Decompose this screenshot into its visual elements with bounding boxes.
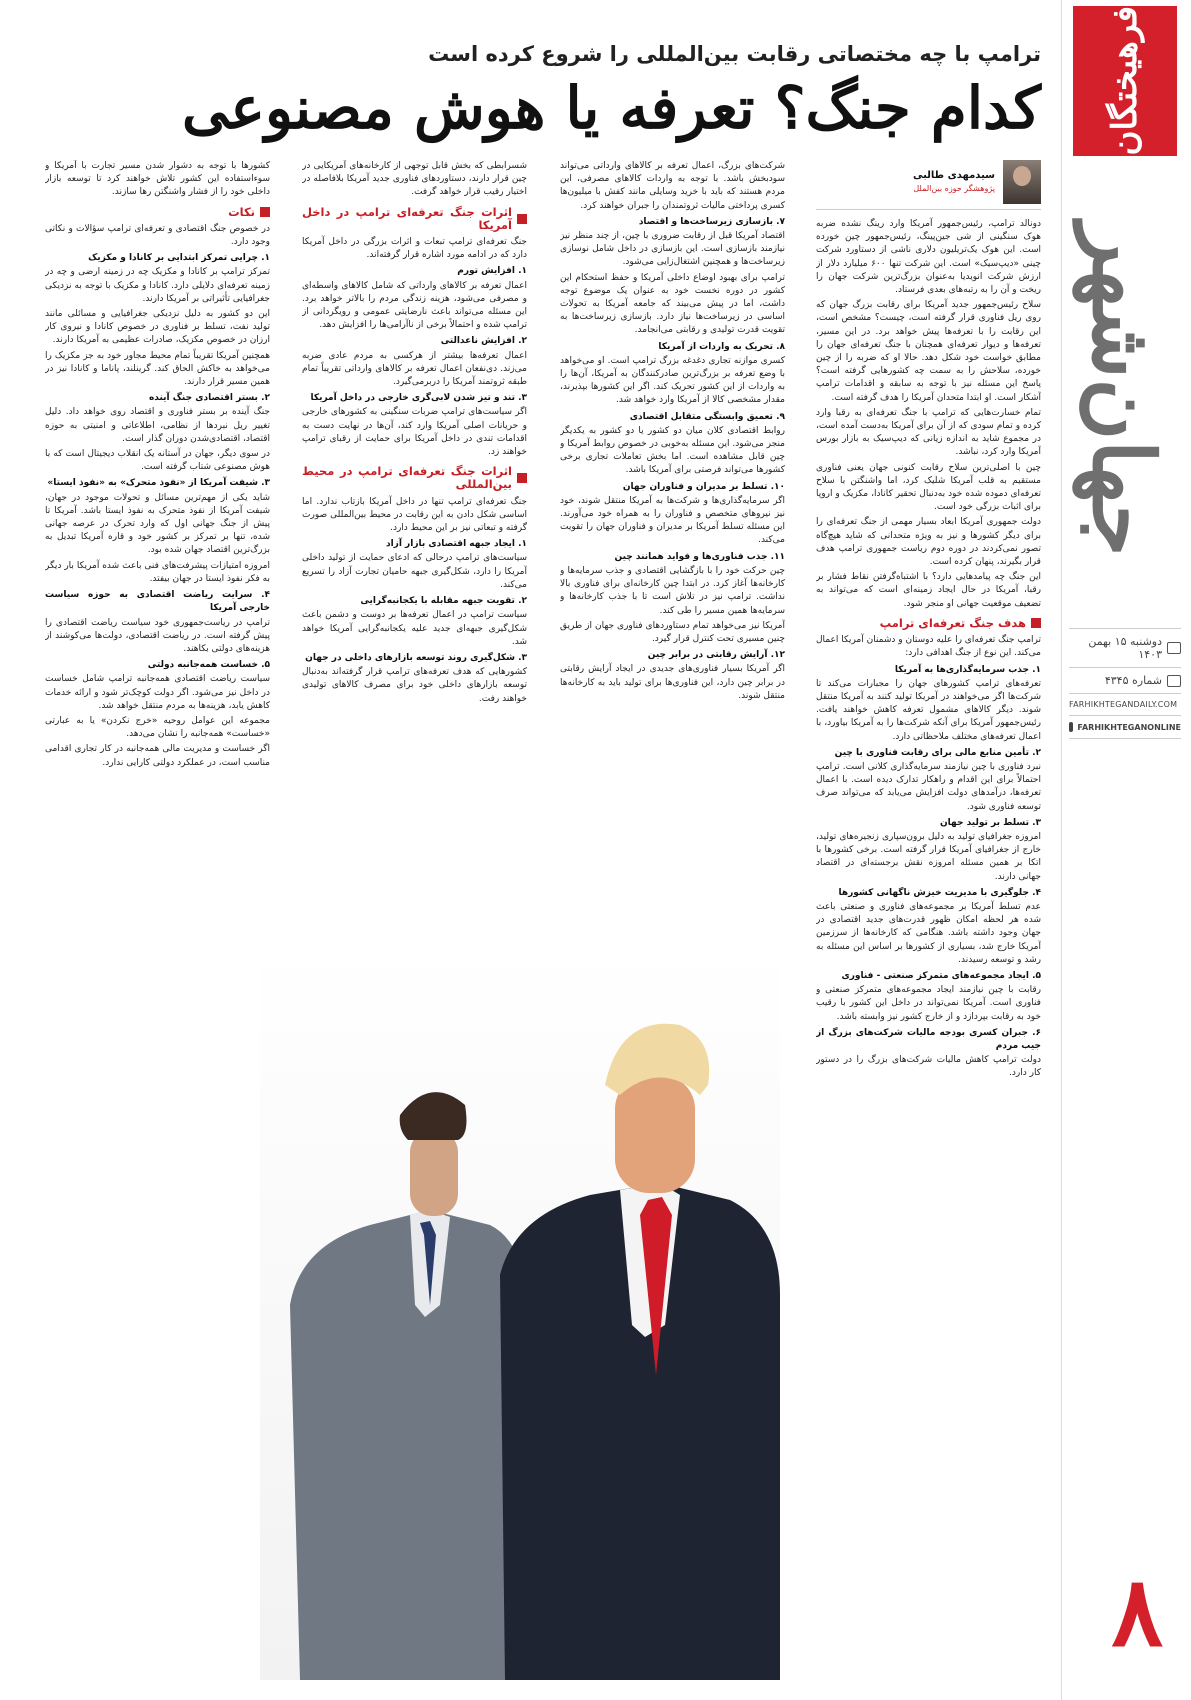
section-heading: هدف جنگ تعرفه‌ای ترامپ [816,617,1041,630]
article-kicker: ترامپ با چه مختصاتی رقابت بین‌المللی را شروع کرده است [428,42,1041,66]
subheading: ۵. ایجاد مجموعه‌های متمرکز صنعتی - فناوری [841,970,1041,981]
subheading: ۳. شیفت آمریکا از «نفوذ متحرک» به «نفوذ ایستا» [47,478,270,489]
subheading: ۱. افزایش تورم [457,266,527,277]
issue-number-row [1069,667,1181,693]
subheading: ۴. سرایت ریاضت اقتصادی به حوزه سیاست خارجی آمریکا [45,590,270,614]
paragraph: جنگ تعرفه‌ای ترامپ تنها در داخل آمریکا بازتاب ندارد. اما اساسی شکل دادن به این رقابت در محیط بین‌المللی صورت گرفته و تبعاتی نیز بر این محیط دارد. [302,496,527,534]
paragraph: کشورهایی که هدف تعرفه‌های ترامپ قرار گرفته‌اند به‌دنبال توسعه بازارهای داخلی خود برای مصرف کالاهای تولیدی خواهند رفت. [302,667,527,704]
subheading: ۸. تحریک به واردات از آمریکا [658,341,785,352]
paragraph: مجموعه این عوامل روحیه «خرج نکردن» یا به عبارتی «خساست» همه‌جانبه را نشان می‌دهد. [45,715,270,740]
paragraph: سیاست ترامپ در اعمال تعرفه‌ها بر دوست و دشمن باعث شکل‌گیری جبهه‌ای جدید علیه یکجانبه‌گرایی آمریکا خواهد شد. [302,610,527,647]
paragraph: چین با اصلی‌ترین سلاح رقابت کنونی جهان یعنی فناوری مستقیم به قلب آمریکا شلیک کرد، اما واشنگتن با سلاح تعرفه‌ای دموده شده خود به‌دنبال تحقیر کانادا، مکزیک و اروپا برای اثبات بزرگی خود است. [816,462,1041,513]
newspaper-logo[interactable] [1073,6,1177,156]
paragraph: دونالد ترامپ، رئیس‌جمهور آمریکا وارد رینگ نشده ضربه هوک سنگینی از شی جین‌پینگ، رئیس‌جمهور چین خورده است. این هوک یک‌تریلیون دلاری ناشی از دستاورد شرکت چینی «دیپ‌سیک» است. این شرکت تنها ۶۰۰ میلیارد دلار از ارزش شرکت انویدیا به‌عنوان بزرگ‌ترین شرکت جهان را ریخت و آن را به رتبه‌های بعدی فرستاد. [816,219,1041,296]
social-handle[interactable] [1069,715,1181,739]
paragraph: در سوی دیگر، جهان در آستانه یک انقلاب دیجیتال است که با هوش مصنوعی شتاب گرفته است. [45,449,270,473]
paragraph: در خصوص جنگ اقتصادی و تعرفه‌ای ترامپ سؤالات و نکاتی وجود دارد. [45,223,270,248]
paragraph: ترامپ در ریاست‌جمهوری خود سیاست ریاضت اقتصادی را پیش گرفته است. در ریاضت اقتصادی، دولت‌ها می‌کوشند از هزینه‌های دولتی بکاهند. [45,617,270,654]
paragraph: اگر آمریکا بسیار فناوری‌های جدیدی در ایجاد آرایش رقابتی در برابر چین دارد، این فناوری‌ها برای تولید باید به کارخانه‌ها منتقل شوند. [560,664,785,701]
paragraph: شسرابطی که بخش قابل توجهی از کارخانه‌های آمریکایی در چین قرار دارند، دستاوردهای فناوری جدید آمریکا بلافاصله در اختیار رقیب قرار خواهد گرفت. [302,161,527,198]
column-1 [816,160,1041,1670]
paragraph: دولت ترامپ کاهش مالیات شرکت‌های بزرگ را در دستور کار دارد. [816,1055,1041,1079]
paragraph: شاید یکی از مهم‌ترین مسائل و تحولات موجود در جهان، شیفت آمریکا از نفوذ متحرک به نفوذ ایستا باشد. آمریکا تا پیش از جنگ جهانی اول که وارد تحرک در عرصه جهانی شده، تنها بر تمرکز بر کشور خود و قاره آمریکا تبدیل به بزرگ‌ترین اقتصاد جهان شده بود. [45,492,270,556]
subheading: ۱۱. جذب فناوری‌ها و فواید همانند چین [614,551,785,562]
paragraph: همچنین آمریکا تقریباً تمام محیط مجاور خود به جز مکزیک را می‌خواهد به خاکش الحاق کند. گرینلند، پاناما و کانادا نیز در همین مسیر قرار دارند. [45,350,270,388]
paragraph: این جنگ چه پیامدهایی دارد؟ با اشتباه‌گرفتن نقاط فشار بر رقبا، آمریکا در حال ایجاد زمینه‌ای است که می‌تواند به تضعیف موقعیت جهانی او منجر شود. [816,572,1041,609]
paragraph: سیاست‌های ترامپ درحالی که ادعای حمایت از تولید داخلی آمریکا را دارد، شکل‌گیری جبهه حامیان تجارت آزاد را تسریع می‌کند. [302,553,527,590]
section-heading: اثرات جنگ تعرفه‌ای ترامپ در محیط بین‌المللی [302,465,527,491]
paragraph: اگر خساست و مدیریت مالی همه‌جانبه در کار تجاری اقدامی مناسب است، در عملکرد دولتی کارایی ندارد. [45,744,270,768]
paragraph: آمریکا نیز می‌خواهد تمام دستاوردهای فناوری جهان از طریق چنین مسیری تحت کنترل قرار گیرد. [560,620,785,644]
subheading: ۱۲. آرایش رقابتی در برابر چین [647,650,785,661]
paragraph: کسری موازنه تجاری دغدغه بزرگ ترامپ است. او می‌خواهد با وضع تعرفه بر بزرگ‌ترین صادرکنندگان به آمریکا، آن‌ها را به واردات از این کشور تحریک کند. اگر این کشورها بپذیرند، مقدار مشخصی کالا از آمریکا وارد خواهد شد. [560,355,785,406]
paragraph: دولت جمهوری آمریکا ابعاد بسیار مهمی از جنگ تعرفه‌ای را برای دیگر کشورها و نیز به ویژه متحدانی که شاید هیچ‌گاه تصور نمی‌کردند در دوره دوم ریاست جمهوری ترامپ هدف قرار بگیرند، پنهان کرده است. [816,517,1041,568]
subheading: ۲. تأمین منابع مالی برای رقابت فناوری با چین [834,747,1041,758]
subheading: ۱. ایجاد جبهه اقتصادی بازار آزاد [385,539,527,550]
section-title-text: جهان‌شهر [1074,223,1173,557]
author-byline [816,160,1041,210]
article-photo [260,945,780,1680]
paragraph: جنگ آینده بر بستر فناوری و اقتصاد روی خواهد داد. دلیل تغییر ریل نبردها از نظامی، اطلاعاتی و امنیتی به حوزه اقتصاد، اقتصادی‌شدن دوران گذار است. [45,407,270,444]
issue-date-row [1069,628,1181,667]
subheading: ۶. جبران کسری بودجه مالیات شرکت‌های بزرگ از جیب مردم [816,1027,1041,1051]
author-photo [1003,160,1041,204]
paragraph: ترامپ برای بهبود اوضاع داخلی آمریکا و حفظ استحکام این کشور در دوره نخست خود به عنوان یک موضوع توجه داشت، اما در پیش می‌بیند که جامعه آمریکا به تحولات اساسی در زیرساخت‌ها نیاز دارد. بازسازی زیرساخت‌ها به تقویت قدرت تولیدی و رقابتی می‌انجامد. [560,272,785,336]
section-title [1073,180,1173,600]
paragraph: اگر سیاست‌های ترامپ ضربات سنگینی به کشورهای خارجی و حریانات اصلی آمریکا وارد کند، آن‌ها در نهایت دست به اقدامات تندی در داخل آمریکا برای حمایت از رقبای ترامپ خواهند زد. [302,407,527,458]
subheading: ۲. بستر اقتصادی جنگ آینده [148,393,270,404]
calendar-icon [1167,642,1181,654]
paragraph: سلاح رئیس‌جمهور جدید آمریکا برای رقابت بزرگ جهان که روی ریل فناوری قرار گرفته است، چیست؟ مشخص است، این رقابت را با تعرفه‌ها پیش خواهد برد. در این مسیر، تعرفه‌ها و دیوار تعرفه‌ای همچنان با جنگ تعرفه‌ای جهان را مطابق خواست خود شکل دهد. حالا او که ضربه را از چین خورده، سلاحش را به سمت چه کشورهایی گرفته است؟ پاسخ این مسئله نیز با توجه به سابقه و اقدامات ترامپ آشکار است. او ابتدا متحدان آمریکا را هدف گرفته است. [816,300,1041,403]
subheading: ۳. تسلط بر تولید جهان [939,817,1041,828]
column-4 [45,160,270,1670]
paragraph: کشورها با توجه به دشوار شدن مسیر تجارت با آمریکا و سوءاستفاده این کشور تلاش خواهند کرد تا توسعه بازار داخلی خود را از فشار واشنگتن رها سازند. [45,161,270,198]
paragraph: تمرکز ترامپ بر کانادا و مکزیک چه در زمینه ارضی و چه در زمینه تعرفه‌ای دلایلی دارد. کانادا و مکزیک با توجه به نزدیکی جغرافیایی تأثیراتی بر آمریکا دارند. [45,267,270,304]
subheading: ۱۰. تسلط بر مدیران و فناوران جهان [622,481,785,492]
paragraph: جنگ تعرفه‌ای ترامپ تبعات و اثرات بزرگی در داخل آمریکا دارد که در ادامه مورد اشاره قرار گرفته‌اند. [302,237,527,261]
section-heading: اثرات جنگ تعرفه‌ای ترامپ در داخل آمریکا [302,206,527,232]
paragraph: امروزه امتیازات پیشرفت‌های فنی باعث شده آمریکا بار دیگر به فکر نفوذ ایستا در جهان بیفتد. [45,560,270,584]
issue-number: شماره ۴۳۴۵ [1104,674,1162,687]
website-link[interactable]: FARHIKHTEGANDAILY.COM [1069,693,1181,715]
subheading: ۱. چرایی تمرکز ابتدایی بر کانادا و مکزیک [88,253,270,264]
paragraph: عدم تسلط آمریکا بر مجموعه‌های فناوری و صنعتی باعث شده هر لحظه امکان ظهور قدرت‌های جدید اقتصادی در جهان وجود داشته باشد. هنگامی که کارخانه‌ها از سرزمین آمریکا خارج شد، بسیاری از کشورها بر اساس این مسئله به رشد و توسعه رسیدند. [816,901,1041,965]
photo-illustration [260,945,780,1680]
side-band [1061,0,1191,1700]
paragraph: امروزه جغرافیای تولید به دلیل برون‌سپاری زنجیره‌های تولید، خارج از جغرافیای آمریکا قرار گرفته است. برخی کشورها با اتکا بر همین مسئله امروزه نقش برجسته‌ای در اقتصاد جهانی دارند. [816,831,1041,882]
paragraph: اگر سرمایه‌گذاری‌ها و شرکت‌ها به آمریکا منتقل شوند، خود نیز نیروهای متخصص و فناوران را به همراه خود می‌آورند. این مسئله تسلط آمریکا بر مدیران و فناوران جهان را تقویت می‌کند. [560,495,785,546]
subheading: ۳. تند و تیز شدن لابی‌گری خارجی در داخل آمریکا [310,393,527,404]
paragraph: ترامپ جنگ تعرفه‌ای را علیه دوستان و دشمنان آمریکا اعمال می‌کند. این نوع از جنگ اهدافی دارد: [816,635,1041,659]
paragraph: نبرد فناوری با چین نیازمند سرمایه‌گذاری کلانی است. ترامپ احتمالاً برای این اقدام و راهکار تدارک دیده است. با اعمال تعرفه‌ها، درآمدهای دولت افزایش می‌یابد که می‌تواند صرف توسعه فناوری شود. [816,761,1041,812]
paragraph: اقتصاد آمریکا قبل از رقابت ضروری با چین، از چند منظر نیز نیازمند بازسازی است. این بازسازی در داخل شامل نوسازی زیرساخت‌ها و همچنین اشتغال‌زایی می‌شود. [560,231,785,268]
subheading: ۲. تقویت جبهه مقابله با یکجانبه‌گرایی [360,596,527,607]
article-headline: کدام جنگ؟ تعرفه یا هوش مصنوعی [182,74,1041,142]
author-role: پژوهشگر حوزه بین‌الملل [913,184,995,193]
author-name: سیدمهدی طالبی [912,169,995,181]
paragraph: تمام خسارت‌هایی که ترامپ با جنگ تعرفه‌ای به رقبا وارد کرده و تمام سودی که از آن برای آمریکا به‌دست آمده است، در مجموع شاید به اندازه زیانی که دیپ‌سیک به بازار بورس آمریکا وارد کرد، نباشد. [816,407,1041,458]
page-number: ۸ [1111,1555,1163,1668]
paragraph: روابط اقتصادی کلان میان دو کشور یا دو کشور به یکدیگر منجر می‌شود. این مسئله به‌خوبی در خصوص روابط آمریکا و چین قابل مشاهده است. اما بخش تعاملات تجاری برخی کشورها می‌تواند فرصتی برای آمریکا باشد. [560,425,785,476]
paragraph: سیاست ریاضت اقتصادی همه‌جانبه ترامپ شامل خساست در داخل نیز می‌شود. اگر دولت کوچک‌تر شود و ارائه خدمات کاهش یابد، هزینه‌ها به مردم منتقل خواهد شد. [45,674,270,711]
subheading: ۳. شکل‌گیری روند توسعه بازارهای داخلی در جهان [305,652,527,663]
paragraph: رقابت با چین نیازمند ایجاد مجموعه‌های متمرکز صنعتی و فناوری است. آمریکا نمی‌تواند در داخل این کشور با رقیب خود به رقابت بپردازد و از خارج کشور نیز وابسته باشد. [816,985,1041,1022]
paragraph: شرکت‌های بزرگ، اعمال تعرفه بر کالاهای وارداتی می‌تواند سودبخش باشد. با توجه به واردات کالاهای مصرفی، این مردم هستند که باید با خرید وسایلی مانند کفش با میلیون‌ها کسری پرداختی مالیات ثروتمندان را جبران خواهند کرد. [560,161,785,211]
issue-date: دوشنبه ۱۵ بهمن ۱۴۰۳ [1088,635,1162,661]
newspaper-icon [1167,675,1181,687]
paragraph: اعمال تعرفه‌ها بیشتر از هرکسی به مردم عادی ضربه می‌زند. دی‌نفعان اعمال تعرفه بر کالاهای وارداتی تقریباً تمام طبقه ثروتمند آمریکا را دربرمی‌گیرد. [302,350,527,388]
paragraph: تعرفه‌های ترامپ کشورهای جهان را مجبارات می‌کند تا شرکت‌ها اگر می‌خواهند در آمریکا تولید کنند به آمریکا منتقل شوند. دیگر کالاهای مشمول تعرفه کاهش خواهند یافت. رئیس‌جمهور آمریکا برای آنکه شرکت‌ها را به آمریکا بیاورد، با اعمال تعرفه‌های مختلف ملاحظاتی دارد. [816,678,1041,742]
subheading: ۹. تعمیق وابستگی متقابل اقتصادی [629,411,785,422]
subheading: ۵. خساست همه‌جانبه دولتی [147,660,270,671]
paragraph: چین حرکت خود را با بازگشایی اقتصادی و جذب سرمایه‌ها و کارخانه‌ها آغاز کرد. در ابتدا چین کارخانه‌ای برای فناوری بالا نداشت. ترامپ نیز در تلاش است تا با جذب کارخانه‌ها و سرمایه‌ها همین مسیر را طی کند. [560,565,785,616]
instagram-icon [1069,722,1073,732]
issue-meta [1069,628,1181,739]
subheading: ۴. جلوگیری با مدیریت خیزش ناگهانی کشورها [838,887,1041,898]
subheading: ۲. افزایش ناعدالتی [440,336,527,347]
column-1-content [816,218,1041,1081]
section-heading: نکات [45,206,270,219]
paragraph: اعمال تعرفه بر کالاهای وارداتی که شامل کالاهای واسطه‌ای و مصرفی می‌شود، هزینه زندگی مردم را بالاتر خواهد برد. این مسئله می‌تواند باعث نارضایتی عمومی و رویگردانی از ترامپ شده و احتمالاً برخی از ناآرامی‌ها را افزایش دهد. [302,280,527,331]
subheading: ۷. بازسازی زیرساخت‌ها و اقتصاد [638,216,785,227]
subheading: ۱. جذب سرمایه‌گذاری‌ها به آمریکا [894,664,1041,675]
social-handle-text: FARHIKHTEGANONLINE [1077,722,1181,732]
logo-text: فرهیختگان [1105,6,1145,156]
paragraph: این دو کشور به دلیل نزدیکی جغرافیایی و مسائلی مانند تولید نفت، تسلط بر فناوری در خصوص کانادا و نیروی کار ارزان در خصوص مکزیک، صادرات عظیمی به آمریکا دارند. [45,309,270,346]
